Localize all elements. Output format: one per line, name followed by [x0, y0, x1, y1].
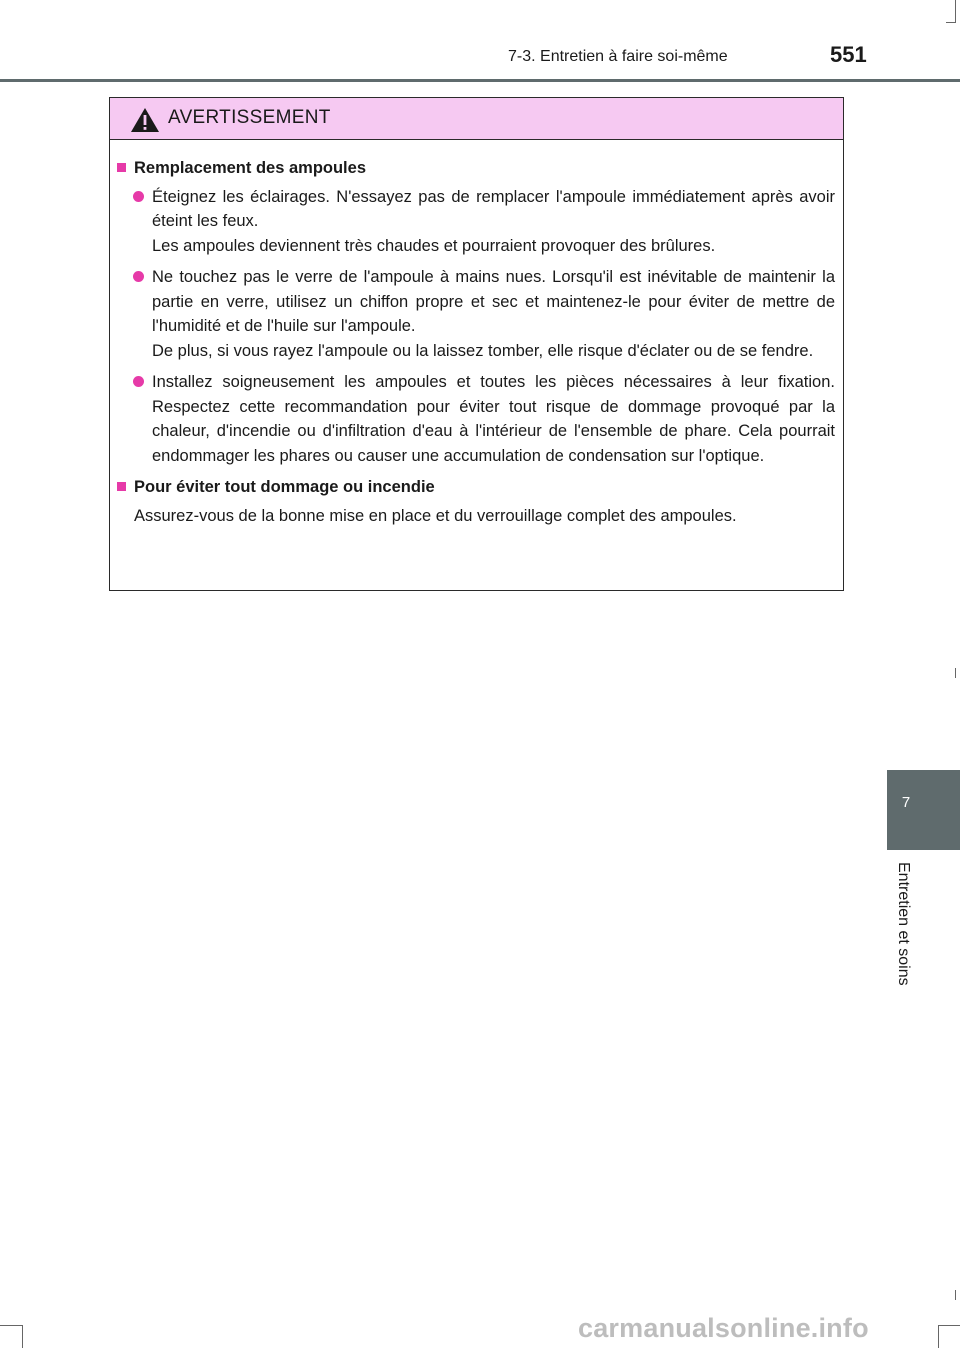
list-item	[133, 185, 835, 259]
list-item-text	[152, 370, 835, 468]
crop-mark	[938, 1325, 960, 1326]
paragraph: Éteignez les éclairages. N'essayez pas de remplacer l'ampoule immédiatement après avoir éteint les feux.	[152, 187, 835, 230]
paragraph: Assurez-vous de la bonne mise en place et du verrouillage complet des ampoules.	[134, 506, 737, 525]
circle-bullet-icon	[133, 191, 144, 202]
section-heading-text: Pour éviter tout dommage ou incendie	[134, 478, 435, 496]
crop-mark	[946, 22, 956, 23]
crop-mark	[955, 668, 956, 678]
watermark: carmanualsonline.info	[578, 1313, 869, 1343]
paragraph: Ne touchez pas le verre de l'ampoule à mains nues. Lorsqu'il est inévitable de maintenir la partie en verre, utilisez un chiffon propre et sec et maintenez-le pour éviter de mettre de l'humidité et de l'huile sur l'ampoule.	[152, 268, 835, 335]
chapter-number: 7	[901, 794, 911, 811]
header-rule	[0, 79, 960, 82]
crop-mark	[955, 1290, 956, 1300]
list-item	[133, 265, 835, 363]
warning-title: AVERTISSEMENT	[168, 107, 331, 128]
square-bullet-icon	[117, 163, 126, 172]
section-heading-text: Remplacement des ampoules	[134, 159, 366, 177]
list-item-text	[152, 185, 835, 259]
paragraph: De plus, si vous rayez l'ampoule ou la laissez tomber, elle risque d'éclater ou de se fendre.	[152, 341, 814, 360]
page-number: 551	[830, 42, 867, 67]
crop-mark	[938, 1325, 939, 1348]
circle-bullet-icon	[133, 376, 144, 387]
list-item	[133, 370, 835, 468]
paragraph: Les ampoules deviennent très chaudes et pourraient provoquer des brûlures.	[152, 236, 716, 255]
warning-body	[110, 140, 843, 528]
crop-mark	[0, 1325, 22, 1326]
chapter-tab	[887, 770, 960, 850]
paragraph: Installez soigneusement les ampoules et toutes les pièces nécessaires à leur fixation. Respectez cette recommandation pour éviter tout risque de dommage provoqué par la chaleur, d'incendie ou d'infiltration d'eau à l'intérieur de l'ensemble de phare. Cela pourrait endommager les phares ou causer une accumulation de condensation sur l'optique.	[152, 373, 835, 465]
square-bullet-icon	[117, 482, 126, 491]
section-heading	[117, 475, 835, 500]
warning-header	[110, 98, 843, 140]
chapter-label: Entretien et soins	[895, 862, 912, 986]
crop-mark	[22, 1325, 23, 1348]
header-section-title: 7-3. Entretien à faire soi-même	[508, 48, 728, 65]
warning-triangle-icon	[130, 107, 160, 133]
circle-bullet-icon	[133, 271, 144, 282]
crop-mark	[955, 0, 956, 22]
section-heading	[117, 156, 835, 181]
warning-box	[109, 97, 844, 591]
list-item-text	[152, 265, 835, 363]
